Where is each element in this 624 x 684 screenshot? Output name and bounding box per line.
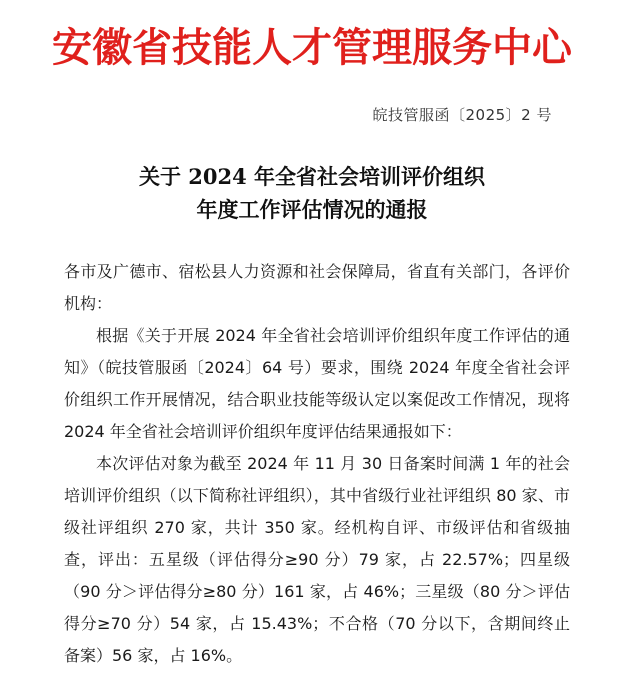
document-title bbox=[0, 160, 624, 226]
document-number: 皖技管服函〔2025〕2 号 bbox=[372, 106, 552, 124]
document-body bbox=[64, 256, 570, 672]
title-line-1: 关于 2024 年全省社会培训评价组织 bbox=[138, 164, 486, 189]
title-line-2: 年度工作评估情况的通报 bbox=[196, 197, 428, 222]
paragraph-1: 根据《关于开展 2024 年全省社会培训评价组织年度工作评估的通知》（皖技管服函〔2024〕64 号）要求，围绕 2024 年度全省社会评价组织工作开展情况，结合职业技能等级认定以案促改工作情况，现将 2024 年全省社会培训评价组织年度评估结果通报如下： bbox=[64, 326, 570, 441]
salutation: 各市及广德市、宿松县人力资源和社会保障局，省直有关部门，各评价机构： bbox=[64, 262, 570, 313]
organization-header: 安徽省技能人才管理服务中心 bbox=[52, 25, 572, 71]
paragraph-2: 本次评估对象为截至 2024 年 11 月 30 日备案时间满 1 年的社会培训评价组织（以下简称社评组织），其中省级行业社评组织 80 家、市级社评组织 270 家，共计 350 家。经机构自评、市级评估和省级抽查，评出：五星级（评估得分≥90 分）79 家，占 22.57%；四星级（90 分＞评估得分≥80 分）161 家，占 46%；三星级（80 分＞评估得分≥70 分）54 家，占 15.43%；不合格（70 分以下，含期间终止备案）56 家，占 16%。 bbox=[64, 454, 570, 665]
